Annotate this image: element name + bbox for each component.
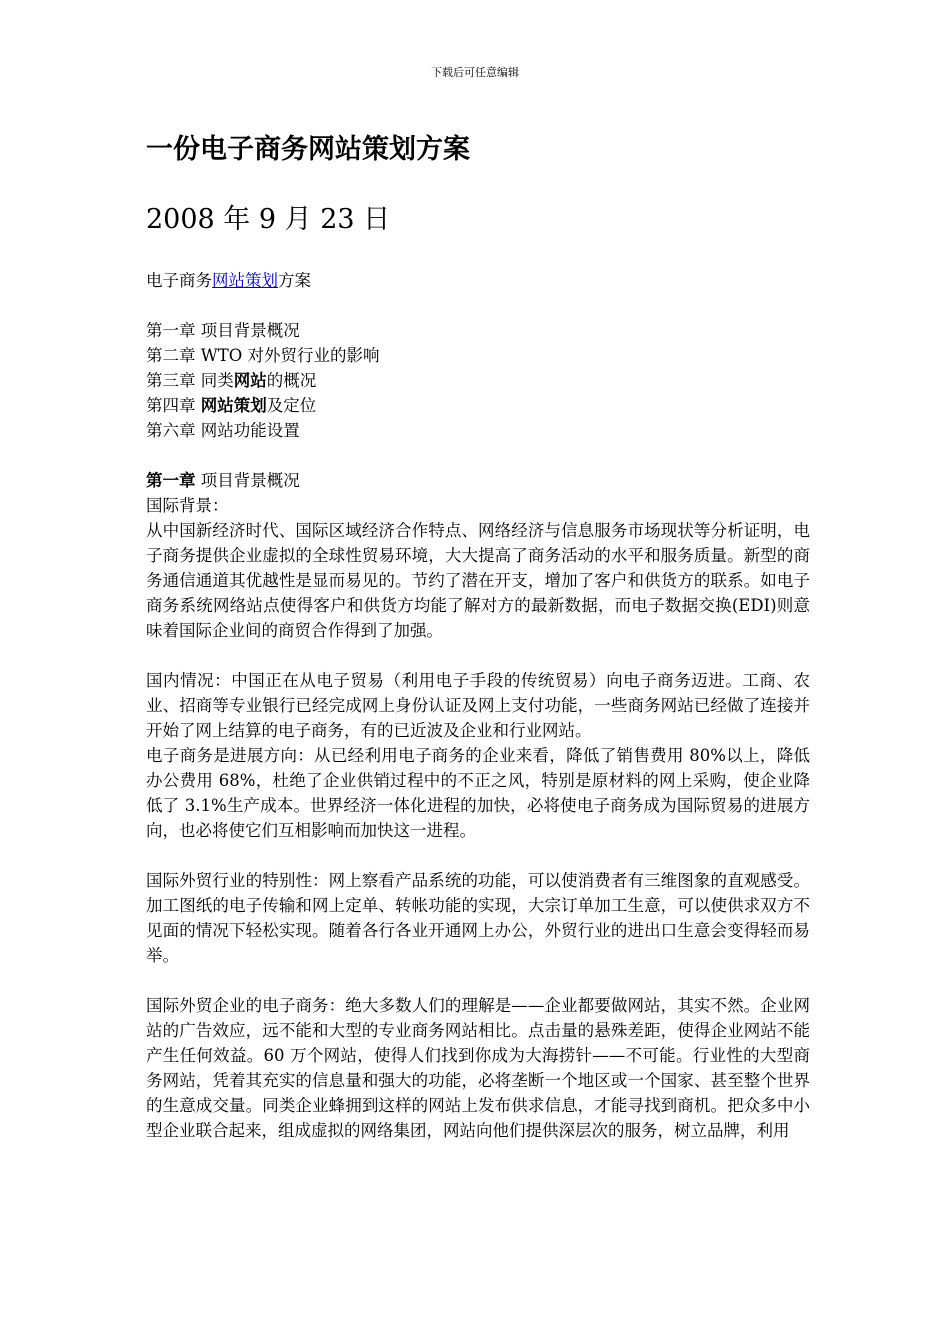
toc-item: [146, 368, 810, 393]
subtitle-suffix: 方案: [278, 271, 311, 290]
toc-item: [146, 343, 810, 368]
section-title: 项目背景概况: [200, 471, 300, 490]
toc-text: WTO 对外贸行业的影响: [200, 346, 380, 365]
toc-text: 网站功能设置: [200, 421, 300, 440]
subtitle-prefix: 电子商务: [146, 271, 212, 290]
website-planning-link[interactable]: 网站策划: [212, 271, 278, 290]
document-date: 2008 年 9 月 23 日: [146, 204, 391, 235]
toc-chapter: 第六章: [146, 421, 196, 440]
toc-text: 项目背景概况: [200, 321, 300, 340]
toc-bold-text: 网站: [233, 371, 267, 390]
table-of-contents: [146, 318, 810, 443]
toc-bold-text: 网站策划: [200, 396, 267, 415]
paragraph: 国内情况：中国正在从电子贸易（利用电子手段的传统贸易）向电子商务迈进。工商、农业、招商等专业银行已经完成网上身份认证及网上支付功能，一些商务网站已经做了连接并开始了网上结算的电子商务，有的已近波及企业和行业网站。: [146, 671, 810, 740]
section-chapter: 第一章: [146, 471, 196, 490]
toc-chapter: 第四章: [146, 396, 196, 415]
paragraph: 电子商务是进展方向：从已经利用电子商务的企业来看，降低了销售费用 80%以上，降低办公费用 68%，杜绝了企业供销过程中的不正之风，特别是原材料的网上采购，使企业降低了 3.1%生产成本。世界经济一体化进程的加快，必将使电子商务成为国际贸易的进展方向，也必将使它们互相影响而加快这一进程。: [146, 746, 810, 840]
paragraph: 国际外贸企业的电子商务：绝大多数人们的理解是——企业都要做网站，其实不然。企业网站的广告效应，远不能和大型的专业商务网站相比。点击量的悬殊差距，使得企业网站不能产生任何效益。60 万个网站，使得人们找到你成为大海捞针——不可能。行业性的大型商务网站，凭着其充实的信息量和强大的功能，必将垄断一个地区或一个国家、甚至整个世界的生意成交量。同类企业蜂拥到这样的网站上发布供求信息，才能寻找到商机。把众多中小型企业联合起来，组成虚拟的网络集团，网站向他们提供深层次的服务，树立品牌，利用: [146, 996, 810, 1140]
toc-item: [146, 418, 810, 443]
section-heading: [146, 468, 810, 493]
toc-item: [146, 393, 810, 418]
toc-chapter: 第一章: [146, 321, 196, 340]
page-header: 下载后可任意编辑: [431, 66, 519, 79]
toc-chapter: 第二章: [146, 346, 196, 365]
paragraph: 从中国新经济时代、国际区域经济合作特点、网络经济与信息服务市场现状等分析证明，电子商务提供企业虚拟的全球性贸易环境，大大提高了商务活动的水平和服务质量。新型的商务通信通道其优越性是显而易见的。节约了潜在开支，增加了客户和供货方的联系。如电子商务系统网络站点使得客户和供货方均能了解对方的最新数据，而电子数据交换(EDI)则意味着国际企业间的商贸合作得到了加强。: [146, 521, 810, 640]
toc-item: [146, 318, 810, 343]
section-label: 国际背景：: [146, 496, 229, 515]
document-title: 一份电子商务网站策划方案: [146, 134, 470, 165]
toc-text: 同类: [200, 371, 234, 390]
toc-text-suffix: 的概况: [266, 371, 317, 390]
toc-chapter: 第三章: [146, 371, 196, 390]
paragraph: 国际外贸行业的特别性：网上察看产品系统的功能，可以使消费者有三维图象的直观感受。加工图纸的电子传输和网上定单、转帐功能的实现，大宗订单加工生意，可以使供求双方不见面的情况下轻松实现。随着各行各业开通网上办公，外贸行业的进出口生意会变得轻而易举。: [146, 871, 810, 965]
subtitle: [146, 268, 810, 293]
document-body: [146, 268, 810, 1143]
toc-text-suffix: 及定位: [266, 396, 317, 415]
